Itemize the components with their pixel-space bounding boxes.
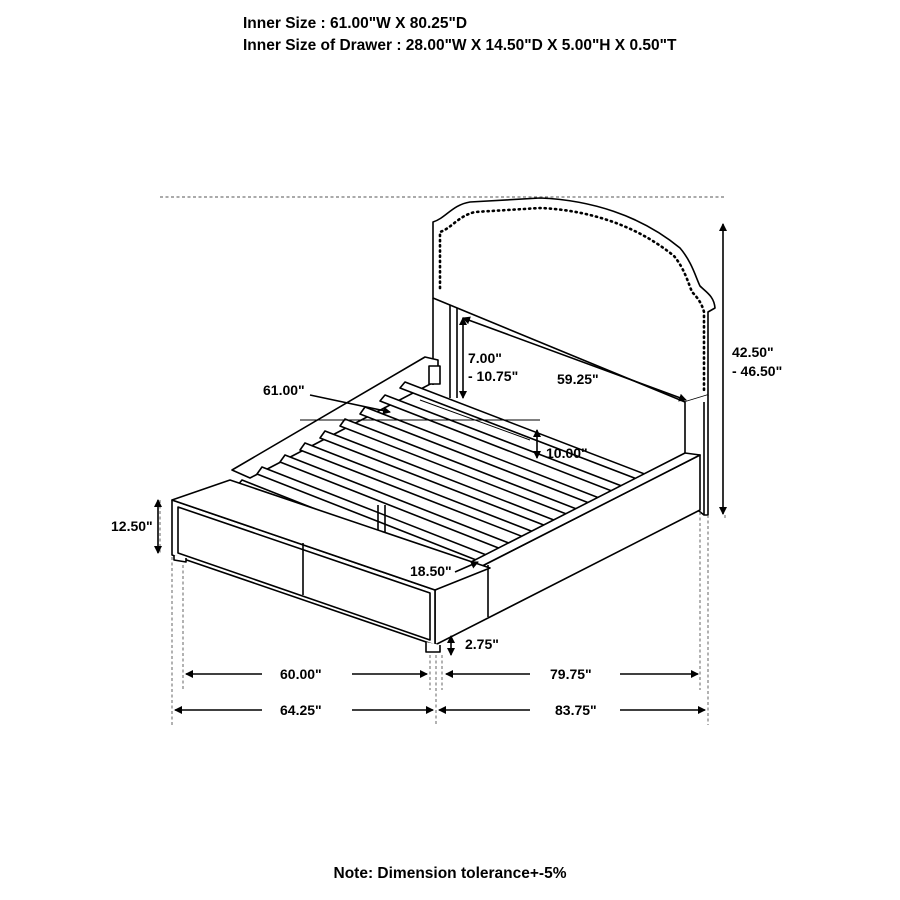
overall-width-label: 64.25" bbox=[280, 702, 322, 718]
leg-height-label: 2.75" bbox=[465, 636, 499, 652]
headboard-leg-height-label: 7.00" bbox=[468, 350, 502, 366]
slat-width-label: 61.00" bbox=[263, 382, 305, 398]
clearance-label: 10.00" bbox=[546, 445, 588, 461]
overall-height-label: 42.50" bbox=[732, 344, 774, 360]
drawer-size-spec: Inner Size of Drawer : 28.00"W X 14.50"D X 5.00"H X 0.50"T bbox=[243, 37, 677, 54]
bed-drawing bbox=[172, 198, 715, 652]
headboard-width-label: 59.25" bbox=[557, 371, 599, 387]
inner-length-label: 79.75" bbox=[550, 666, 592, 682]
inner-size-spec: Inner Size : 61.00"W X 80.25"D bbox=[243, 15, 468, 32]
overall-height-label-2: - 46.50" bbox=[732, 363, 783, 379]
headboard-leg-height-label-2: - 10.75" bbox=[468, 368, 519, 384]
overall-length-label: 83.75" bbox=[555, 702, 597, 718]
rail-height-label: 12.50" bbox=[111, 518, 153, 534]
inner-width-label: 60.00" bbox=[280, 666, 322, 682]
drawer-depth-label: 18.50" bbox=[410, 563, 452, 579]
tolerance-note: Note: Dimension tolerance+-5% bbox=[333, 865, 567, 882]
